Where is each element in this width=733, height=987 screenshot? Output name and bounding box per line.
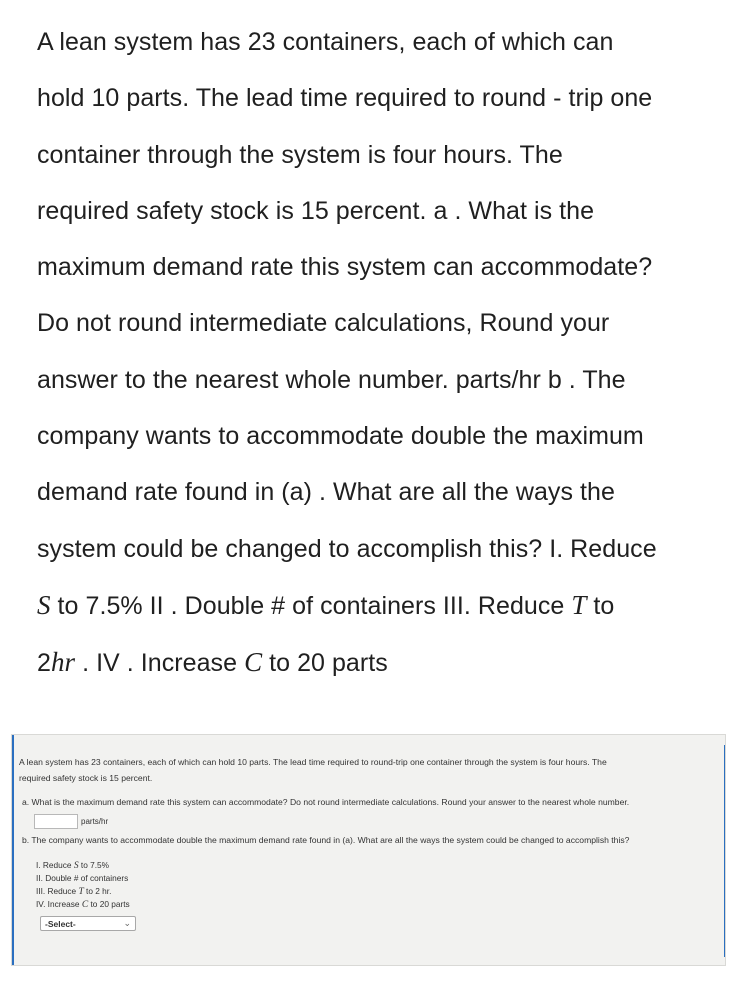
- line-text: 2: [37, 649, 51, 678]
- option-item: I. Reduce S to 7.5%: [36, 860, 110, 871]
- question-line: container through the system is four hours. The: [37, 140, 563, 169]
- chevron-down-icon: ⌄: [123, 918, 131, 928]
- question-line: company wants to accommodate double the maximum: [37, 422, 644, 451]
- question-line: A lean system has 23 containers, each of which can: [37, 28, 614, 56]
- question-line: answer to the nearest whole number. parts/hr b . The: [37, 365, 626, 394]
- line-text: . IV . Increase: [75, 649, 245, 678]
- question-line: Do not round intermediate calculations, Round your: [37, 309, 610, 338]
- answer-select[interactable]: [40, 916, 136, 931]
- line-text: to: [586, 591, 615, 620]
- intro-text: A lean system has 23 containers, each of which can hold 10 parts. The lead time required to round-trip one container through the system is four hours. The: [19, 757, 607, 767]
- variable-s: S: [73, 861, 79, 871]
- variable-s: S: [37, 589, 51, 620]
- right-border: [724, 745, 725, 957]
- question-line: [37, 577, 727, 634]
- question-line: demand rate found in (a) . What are all the ways the: [37, 478, 615, 507]
- part-b-text: b. The company wants to accommodate double the maximum demand rate found in (a). What are all the ways the system could be changed to accomplish this?: [22, 835, 630, 845]
- question-screenshot: [11, 734, 726, 966]
- answer-input[interactable]: [34, 814, 78, 829]
- option-item: II. Double # of containers: [36, 873, 129, 883]
- variable-t: T: [571, 589, 587, 620]
- variable-hr: hr: [50, 647, 76, 678]
- intro-text: required safety stock is 15 percent.: [19, 773, 153, 783]
- question-line: [37, 634, 727, 691]
- question-text: [37, 14, 727, 692]
- part-a-text: a. What is the maximum demand rate this system can accommodate? Do not round intermediate calculations. Round your answer to the nearest whole number.: [22, 797, 630, 807]
- left-border: [12, 735, 14, 965]
- question-line: system could be changed to accomplish this? I. Reduce: [37, 534, 657, 563]
- select-value: -Select-: [45, 919, 76, 929]
- variable-t: T: [78, 887, 84, 897]
- question-line: maximum demand rate this system can accommodate?: [37, 253, 653, 282]
- option-item: IV. Increase C to 20 parts: [36, 899, 130, 910]
- option-item: III. Reduce T to 2 hr.: [36, 886, 112, 897]
- question-line: required safety stock is 15 percent. a . What is the: [37, 196, 595, 225]
- line-text: to 20 parts: [262, 649, 388, 678]
- variable-c: C: [81, 900, 89, 910]
- line-text: to 7.5% II . Double # of containers III. Reduce: [50, 591, 572, 620]
- question-line: hold 10 parts. The lead time required to round - trip one: [37, 84, 653, 113]
- unit-label: parts/hr: [81, 817, 109, 826]
- variable-c: C: [244, 647, 263, 678]
